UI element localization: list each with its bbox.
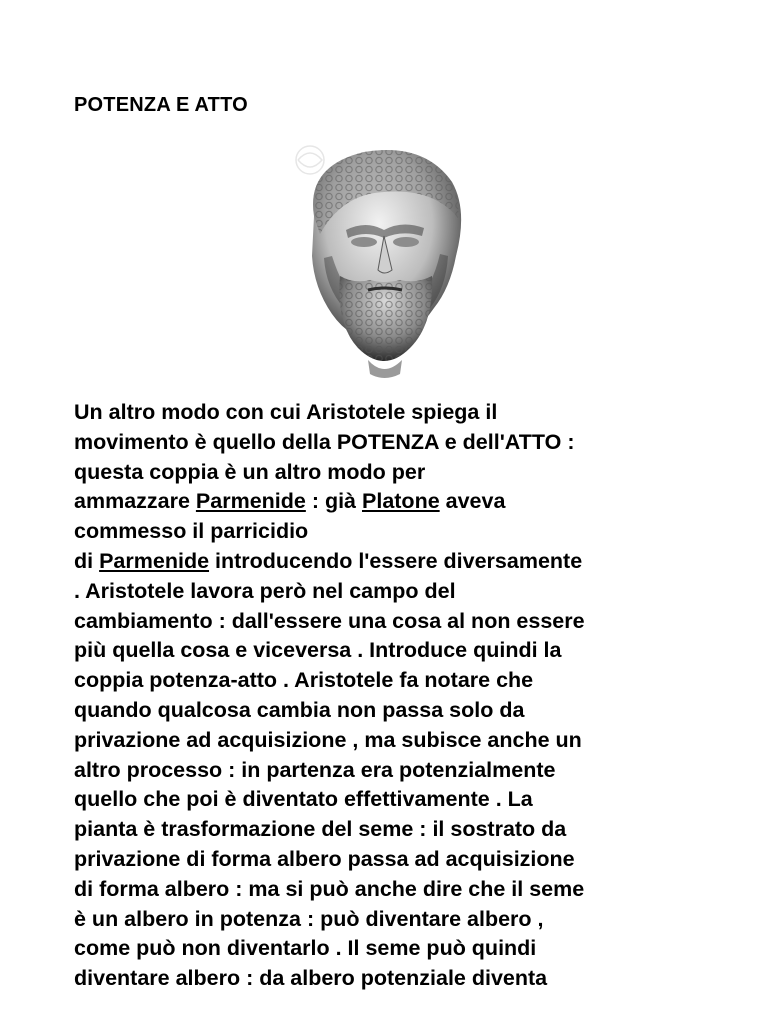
- text-segment: : già: [305, 489, 362, 514]
- text-segment: introducendo l'essere diversamente: [209, 548, 583, 573]
- text-segment: di: [74, 548, 100, 573]
- link-parmenide[interactable]: Parmenide: [99, 548, 210, 573]
- text-line: [74, 398, 714, 428]
- link-platone[interactable]: Platone: [362, 489, 440, 514]
- text-line: [74, 934, 714, 964]
- text-line: [74, 636, 714, 666]
- text-segment: come può non diventarlo . Il seme può quindi: [74, 936, 537, 961]
- text-line: [74, 845, 714, 875]
- text-segment: commesso il parricidio: [74, 519, 309, 544]
- text-line: [74, 875, 714, 905]
- body-paragraph: [74, 398, 714, 994]
- text-line: [74, 756, 714, 786]
- text-line: [74, 517, 714, 547]
- text-line: [74, 785, 714, 815]
- text-line: [74, 547, 714, 577]
- text-line: [74, 726, 714, 756]
- text-segment: altro processo : in partenza era potenzialmente: [74, 757, 556, 782]
- text-segment: . Aristotele lavora però nel campo del: [74, 578, 456, 603]
- text-segment: privazione ad acquisizione , ma subisce anche un: [74, 727, 582, 752]
- text-line: [74, 964, 714, 994]
- text-line: [74, 696, 714, 726]
- text-line: [74, 577, 714, 607]
- link-parmenide[interactable]: Parmenide: [195, 489, 306, 514]
- text-line: [74, 666, 714, 696]
- text-line: [74, 815, 714, 845]
- text-segment: diventare albero : da albero potenziale diventa: [74, 966, 548, 991]
- text-line: [74, 487, 714, 517]
- text-segment: cambiamento : dall'essere una cosa al non essere: [74, 608, 585, 633]
- text-segment: privazione di forma albero passa ad acquisizione: [74, 846, 575, 871]
- text-segment: di forma albero : ma si può anche dire che il seme: [74, 876, 585, 901]
- text-segment: più quella cosa e viceversa . Introduce quindi la: [74, 638, 562, 663]
- text-segment: coppia potenza-atto . Aristotele fa notare che: [74, 668, 534, 693]
- aristotle-bust-icon: [284, 138, 474, 380]
- text-segment: Un altro modo con cui Aristotele spiega il: [74, 400, 498, 424]
- text-line: [74, 458, 714, 488]
- text-segment: pianta è trasformazione del seme : il sostrato da: [74, 817, 567, 842]
- text-line: [74, 905, 714, 935]
- text-line: [74, 428, 714, 458]
- text-segment: movimento è quello della POTENZA e dell'ATTO :: [74, 429, 575, 454]
- text-segment: quando qualcosa cambia non passa solo da: [74, 697, 525, 722]
- text-segment: ammazzare: [74, 489, 196, 514]
- page-title: POTENZA E ATTO: [74, 94, 248, 116]
- text-segment: è un albero in potenza : può diventare albero ,: [74, 906, 544, 931]
- text-segment: quello che poi è diventato effettivamente . La: [74, 787, 533, 812]
- text-segment: questa coppia è un altro modo per: [74, 459, 426, 484]
- text-line: [74, 607, 714, 637]
- text-segment: aveva: [439, 489, 506, 514]
